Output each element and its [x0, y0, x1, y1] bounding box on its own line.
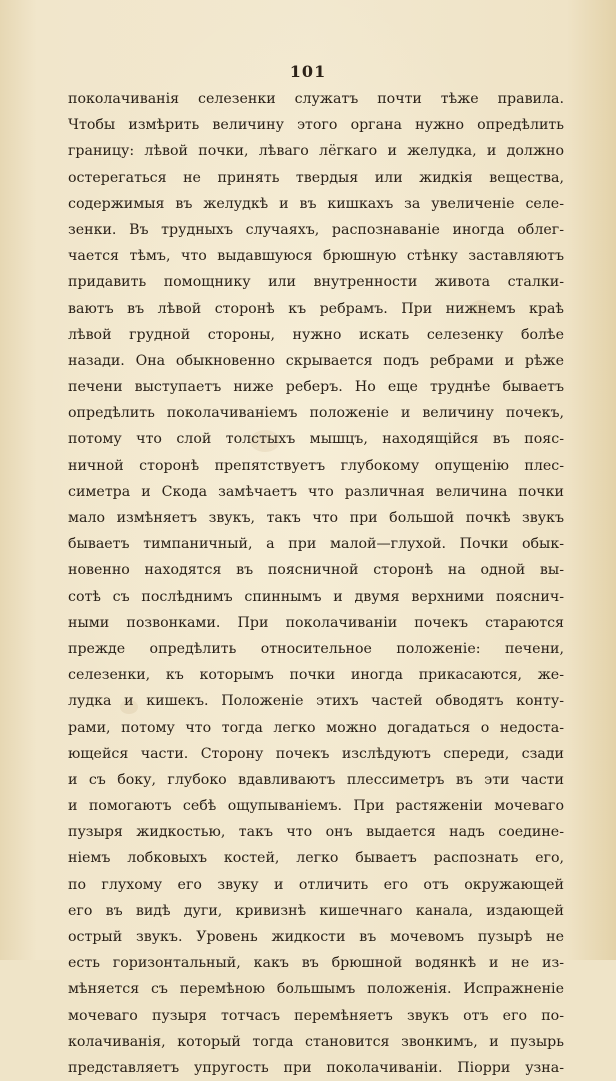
page-number: 101 — [289, 62, 327, 81]
text-line: селезенки, къ которымъ почки иногда прикасаются, же- — [68, 667, 564, 684]
text-line: представляетъ упругость при поколачиваніи. Піорри узна- — [68, 1059, 564, 1076]
text-line: печени выступаетъ ниже реберъ. Но еще труднѣе бываетъ — [68, 379, 564, 396]
body-text — [68, 86, 564, 1081]
text-line: зенки. Въ трудныхъ случаяхъ, распознаваніе иногда облег- — [68, 221, 564, 238]
text-line: есть горизонтальный, какъ въ брюшной водянкѣ и не из- — [68, 955, 564, 972]
text-line: симетра и Скода замѣчаетъ что различная величина почки — [68, 483, 564, 500]
text-line: и съ боку, глубоко вдавливаютъ плессиметръ въ эти части — [68, 771, 564, 788]
text-line: границу: лѣвой почки, лѣваго лёгкаго и желудка, и должно — [68, 143, 564, 160]
text-line: колачиванія, который тогда становится звонкимъ, и пузырь — [68, 1033, 564, 1050]
text-line: поколачиванія селезенки служатъ почти тѣже правила. — [68, 91, 564, 107]
text-line: новенно находятся въ поясничной сторонѣ на одной вы- — [68, 562, 564, 579]
text-line: его въ видѣ дуги, кривизнѣ кишечнаго канала, издающей — [68, 902, 564, 919]
text-line: мало измѣняетъ звукъ, такъ что при большой почкѣ звукъ — [68, 510, 564, 526]
text-line: ющейся части. Сторону почекъ изслѣдуютъ спереди, сзади — [68, 745, 564, 762]
text-line: острый звукъ. Уровень жидкости въ мочевомъ пузырѣ не — [68, 929, 564, 945]
text-line: сотѣ съ послѣднимъ спиннымъ и двумя верхними пояснич- — [68, 588, 564, 605]
text-line: по глухому его звуку и отличить его отъ окружающей — [68, 876, 564, 893]
text-line: пузыря жидкостью, такъ что онъ выдается надъ соедине- — [68, 824, 564, 841]
text-line: ніемъ лобковыхъ костей, легко бываетъ распознать его, — [68, 850, 564, 867]
text-line: лѣвой грудной стороны, нужно искать селезенку болѣе — [68, 326, 564, 343]
text-line: ничной сторонѣ препятствуетъ глубокому опущенію плес- — [68, 457, 564, 474]
text-line: рами, потому что тогда легко можно догадаться о недоста- — [68, 719, 564, 736]
text-line: чается тѣмъ, что выдавшуюся брюшную стѣнку заставляютъ — [68, 248, 564, 265]
text-line: и помогаютъ себѣ ощупываніемъ. При растяженіи мочеваго — [68, 798, 564, 815]
text-line: ваютъ въ лѣвой сторонѣ къ ребрамъ. При нижнемъ краѣ — [68, 300, 564, 317]
text-line: мѣняется съ перемѣною большымъ положенія. Испражненіе — [68, 981, 564, 998]
text-line: остерегаться не принять твердыя или жидкія вещества, — [68, 169, 564, 186]
text-line: мочеваго пузыря тотчасъ перемѣняетъ звукъ отъ его по- — [68, 1007, 564, 1024]
text-line: потому что слой толстыхъ мышцъ, находящійся въ пояс- — [68, 431, 564, 448]
text-line: опредѣлить поколачиваніемъ положеніе и величину почекъ, — [68, 405, 564, 422]
text-line: лудка и кишекъ. Положеніе этихъ частей обводятъ конту- — [68, 693, 564, 710]
text-line: бываетъ тимпаничный, а при малой—глухой. Почки обык- — [68, 536, 564, 553]
text-line: прежде опредѣлить относительное положеніе: печени, — [68, 640, 564, 657]
text-line: содержимыя въ желудкѣ и въ кишкахъ за увеличеніе селе- — [68, 195, 564, 212]
text-line: Чтобы измѣрить величину этого органа нужно опредѣлить — [68, 117, 564, 134]
text-line: ными позвонками. При поколачиваніи почекъ стараются — [68, 614, 564, 631]
text-line: придавить помощнику или внутренности живота сталки- — [68, 274, 564, 291]
text-line: назади. Она обыкновенно скрывается подъ ребрами и рѣже — [68, 352, 564, 369]
